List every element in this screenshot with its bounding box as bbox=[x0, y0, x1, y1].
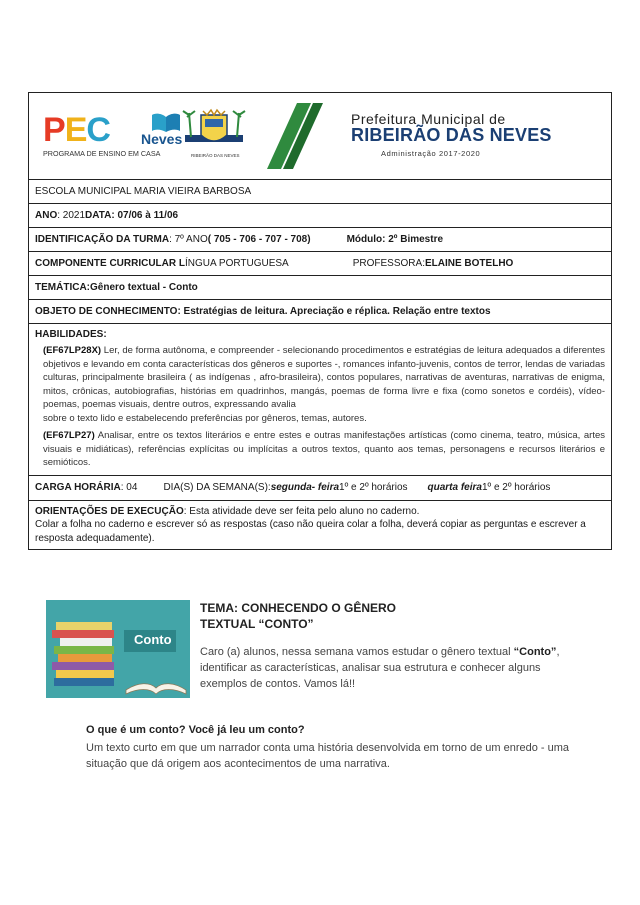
neves-wordmark: Neves bbox=[141, 131, 183, 147]
conto-illustration bbox=[46, 600, 190, 698]
dia-quarta-horarios: 1º e 2º horários bbox=[481, 482, 551, 493]
tema-title-line1: TEMA: CONHECENDO O GÊNERO bbox=[200, 601, 397, 615]
professora-name: ELAINE BOTELHO bbox=[424, 258, 514, 269]
componente-label: COMPONENTE CURRICULAR L bbox=[35, 258, 185, 269]
habilidade-code: (EF67LP27) bbox=[43, 430, 95, 441]
tema-body-bold: “Conto” bbox=[513, 646, 557, 658]
dia-segunda-horarios: 1º e 2º horários bbox=[339, 482, 408, 493]
habilidade-text: Analisar, entre os textos literários e entre estes e outras manifestações artísticas (como cinema, teatro, música, artes visuais e midiáticas), referências explícitas ou implícitas a outros textos, quanto aos temas, personagens e recursos literários e semióticos. bbox=[43, 430, 605, 468]
city-crest-icon bbox=[181, 107, 247, 157]
ano-row bbox=[29, 203, 611, 227]
turma-row bbox=[29, 227, 611, 251]
prefeitura-city: RIBEIRÃO DAS NEVES bbox=[351, 125, 552, 145]
crest-caption: RIBEIRÃO DAS NEVES bbox=[191, 153, 240, 158]
carga-label: CARGA HORÁRIA bbox=[35, 482, 121, 493]
prefeitura-admin: Administração 2017-2020 bbox=[381, 149, 481, 158]
professora-label: PROFESSORA: bbox=[352, 258, 425, 269]
orientacoes-label: ORIENTAÇÕES DE EXECUÇÃO bbox=[35, 505, 184, 517]
tema-title bbox=[200, 600, 396, 632]
answer-text: Um texto curto em que um narrador conta uma história desenvolvida em torno de um enredo - uma situação que dá origem aos acontecimentos de uma narrativa. bbox=[86, 742, 570, 770]
ano-value: : 2021 bbox=[57, 210, 86, 221]
objeto-label: OBJETO DE CONHECIMENTO bbox=[35, 306, 178, 317]
data-label: DATA bbox=[85, 210, 112, 221]
pec-letter-e: E bbox=[64, 111, 87, 149]
dias-label: DIA(S) DA SEMANA(S): bbox=[163, 482, 271, 493]
tematica-value: Gênero textual - Conto bbox=[90, 282, 198, 293]
tematica-row bbox=[29, 275, 611, 299]
conto-label: Conto bbox=[134, 632, 172, 647]
data-value: : 07/06 à 11/06 bbox=[111, 210, 179, 221]
modulo: Módulo: 2º Bimestre bbox=[346, 234, 444, 245]
objeto-row bbox=[29, 299, 611, 323]
header-logos bbox=[29, 93, 611, 179]
orientacoes-row bbox=[29, 500, 611, 550]
objeto-value: : Estratégias de leitura. Apreciação e réplica. Relação entre textos bbox=[177, 306, 491, 317]
books-stack-icon bbox=[46, 600, 190, 698]
habilidade-tail: sobre o texto lido e estabelecendo preferências por gêneros, temas, autores. bbox=[43, 412, 367, 424]
pec-letter-c: C bbox=[86, 111, 110, 149]
pec-letter-p: P bbox=[43, 111, 65, 149]
pec-neves-logo bbox=[43, 111, 183, 159]
prefeitura-title: Prefeitura Municipal de bbox=[351, 111, 506, 127]
turma-value: : 7º ANO bbox=[169, 234, 208, 245]
componente-row bbox=[29, 251, 611, 275]
tema-title-line2: TEXTUAL “CONTO” bbox=[200, 617, 314, 631]
orientacoes-value: : Esta atividade deve ser feita pelo aluno no caderno. bbox=[183, 505, 420, 517]
question-heading: O que é um conto? Você já leu um conto? bbox=[86, 724, 305, 736]
dia-segunda: segunda- feira bbox=[270, 482, 340, 493]
orientacoes-line2: Colar a folha no caderno e escrever só as respostas (caso não queira colar a folha, deverá copiar as perguntas e escrever a resposta adequadamente). bbox=[35, 519, 586, 544]
habilidade-item bbox=[35, 344, 605, 425]
habilidade-text: Ler, de forma autônoma, e compreender - selecionando procedimentos e estratégias de leitura adequados a diferentes objetivos e levando em conta características dos gêneros e suportes -, romances infanto-juvenis, contos de terror, lendas de variadas culturas, principalmente brasileira ( as indígenas , afro-brasileira), contos populares, narrativas de aventuras, narrativas de enigma, mitos, crônicas, autobiografias, histórias em quadrinhos, mangás, poemas de forma livre e fixa (como sonetos e cordéis), vídeo-poemas, poemas visuais, dentre outros, expressando avalia bbox=[43, 345, 605, 410]
pec-wordmark bbox=[43, 111, 110, 150]
carga-value: : 04 bbox=[120, 482, 138, 493]
tematica-label: TEMÁTICA: bbox=[35, 282, 90, 293]
open-book-icon bbox=[151, 111, 181, 133]
school-name: ESCOLA MUNICIPAL MARIA VIEIRA BARBOSA bbox=[35, 186, 252, 197]
turma-classes: ( 705 - 706 - 707 - 708) bbox=[207, 234, 311, 245]
habilidade-item bbox=[35, 429, 605, 470]
green-stripes-icon bbox=[267, 103, 323, 169]
pec-subtitle: PROGRAMA DE ENSINO EM CASA bbox=[43, 149, 161, 158]
ano-label: ANO bbox=[35, 210, 58, 221]
form-frame bbox=[28, 92, 612, 550]
carga-row bbox=[29, 475, 611, 500]
componente-value: ÍNGUA PORTUGUESA bbox=[185, 258, 289, 269]
habilidades-label: HABILIDADES: bbox=[35, 329, 107, 340]
habilidades-row bbox=[29, 323, 611, 475]
school-row bbox=[29, 179, 611, 203]
dia-quarta: quarta feira bbox=[427, 482, 482, 493]
turma-label: IDENTIFICAÇÃO DA TURMA bbox=[35, 234, 170, 245]
tema-body-text: Caro (a) alunos, nessa semana vamos estudar o gênero textual bbox=[200, 646, 514, 658]
tema-body bbox=[200, 644, 560, 692]
habilidade-code: (EF67LP28X) bbox=[43, 345, 102, 356]
tema-body-rest: , identificar as características, analisar sua estrutura e conhecer alguns exemplos de contos. Vamos lá!! bbox=[200, 646, 560, 690]
